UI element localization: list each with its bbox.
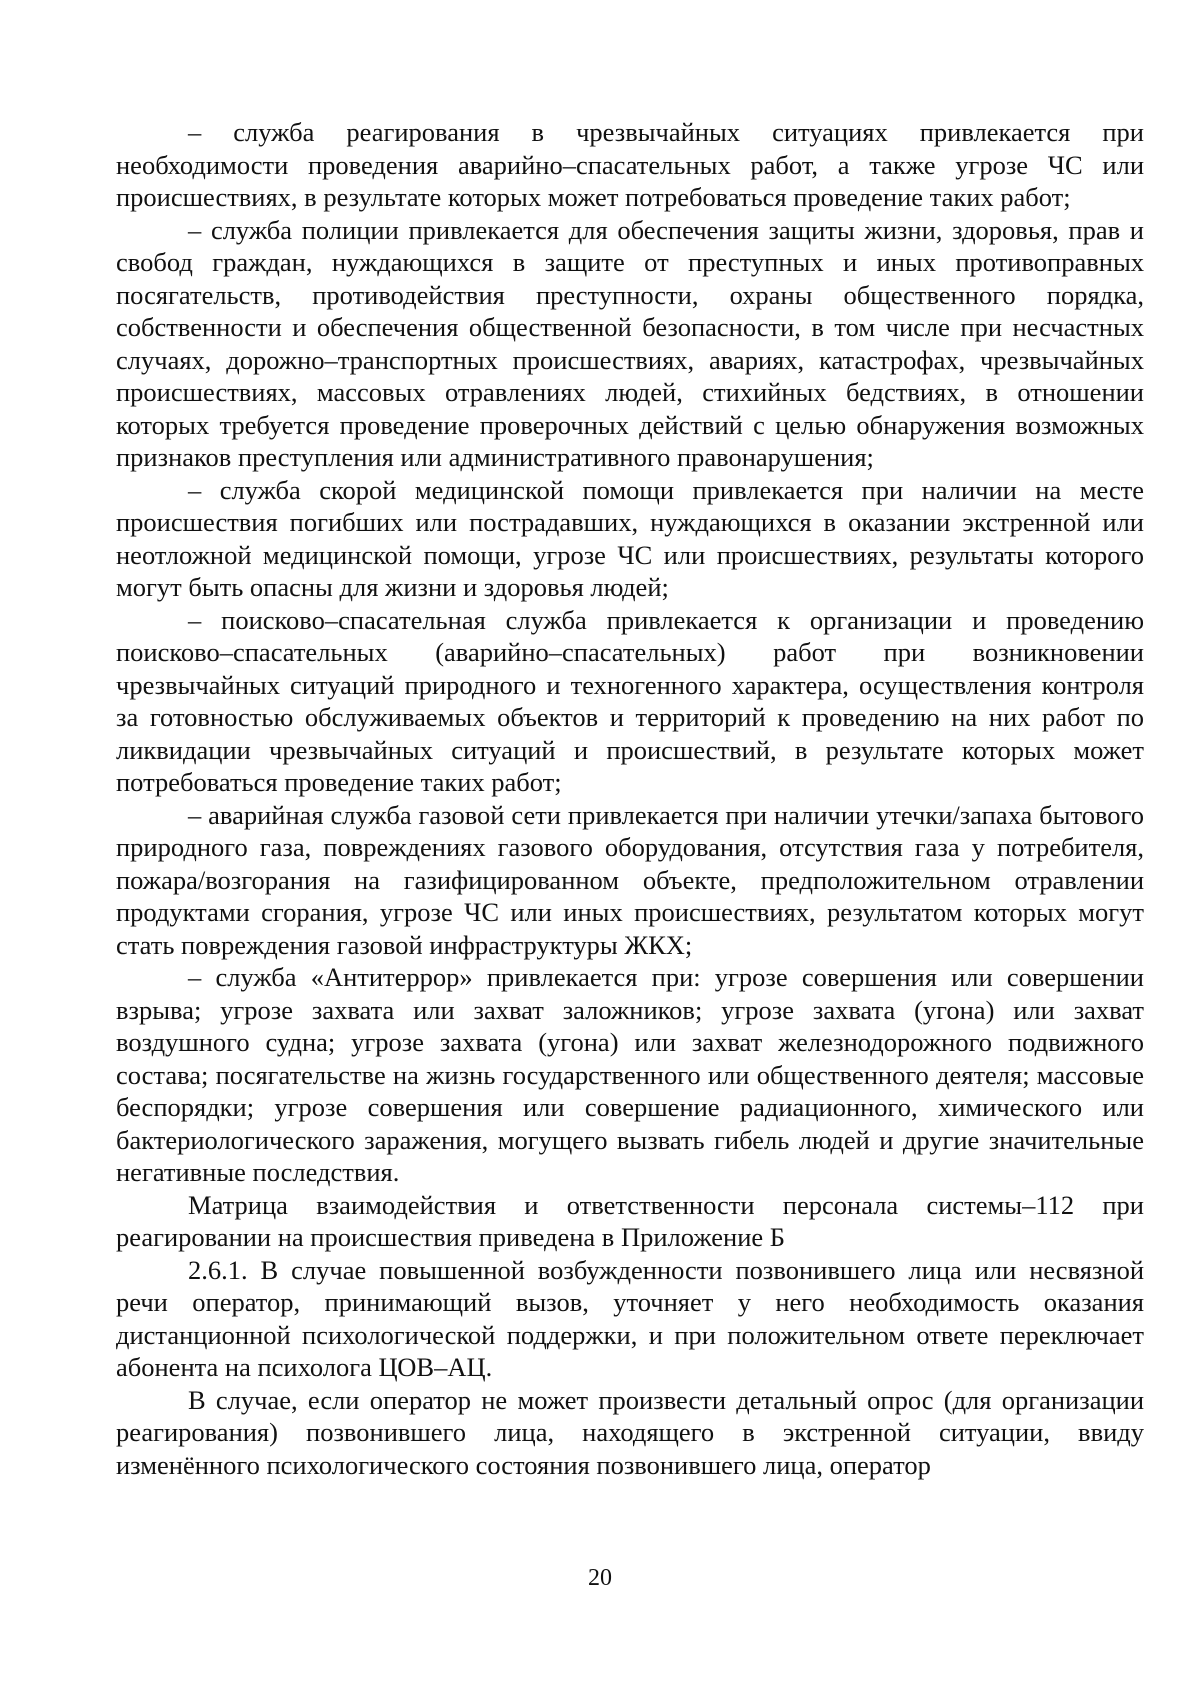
page-number: 20 xyxy=(588,1565,612,1591)
paragraph-interaction-matrix: Матрица взаимодействия и ответственности персонала системы–112 при реагировании на происшествия приведена в Приложение Б xyxy=(116,1189,1144,1252)
paragraph-police-service: – служба полиции привлекается для обеспечения защиты жизни, здоровья, прав и свобод граждан, нуждающихся в защите от преступных и иных противоправных посягательств, противодействия преступности, охраны общественного порядка, собственности и обеспечения общественной безопасности, в том числе при несчастных случаях, дорожно–транспортных происшествиях, авариях, катастрофах, чрезвычайных происшествиях, массовых отравлениях людей, стихийных бедствиях, в отношении которых требуется проведение проверочных действий с целью обнаружения возможных признаков преступления или административного правонарушения; xyxy=(116,214,1144,472)
document-body xyxy=(116,116,1144,1481)
paragraph-section-2-6-1: 2.6.1. В случае повышенной возбужденности позвонившего лица или несвязной речи оператор, принимающий вызов, уточняет у него необходимость оказания дистанционной психологической поддержки, и при положительном ответе переключает абонента на психолога ЦОВ–АЦ. xyxy=(116,1254,1144,1382)
paragraph-ambulance-service: – служба скорой медицинской помощи привлекается при наличии на месте происшествия погибших или пострадавших, нуждающихся в оказании экстренной или неотложной медицинской помощи, угрозе ЧС или происшествиях, результаты которого могут быть опасны для жизни и здоровья людей; xyxy=(116,474,1144,602)
paragraph-antiterror-service: – служба «Антитеррор» привлекается при: угрозе совершения или совершении взрыва; угрозе захвата или захват заложников; угрозе захвата (угона) или захват воздушного судна; угрозе захвата (угона) или захват железнодорожного подвижного состава; посягательстве на жизнь государственного или общественного деятеля; массовые беспорядки; угрозе совершения или совершение радиационного, химического или бактериологического заражения, могущего вызвать гибель людей и другие значительные негативные последствия. xyxy=(116,962,1144,1187)
paragraph-detailed-survey: В случае, если оператор не может произвести детальный опрос (для организации реагирования) позвонившего лица, находящего в экстренной ситуации, ввиду изменённого психологического состояния позвонившего лица, оператор xyxy=(116,1384,1144,1480)
paragraph-gas-emergency-service: – аварийная служба газовой сети привлекается при наличии утечки/запаха бытового природного газа, повреждениях газового оборудования, отсутствия газа у потребителя, пожара/возгорания на газифицированном объекте, предположительном отравлении продуктами сгорания, угрозе ЧС или иных происшествиях, результатом которых могут стать повреждения газовой инфраструктуры ЖКХ; xyxy=(116,799,1144,960)
paragraph-search-rescue-service: – поисково–спасательная служба привлекается к организации и проведению поисково–спасательных (аварийно–спасательных) работ при возникновении чрезвычайных ситуаций природного и техногенного характера, осуществления контроля за готовностью обслуживаемых объектов и территорий к проведению на них работ по ликвидации чрезвычайных ситуаций и происшествий, в результате которых может потребоваться проведение таких работ; xyxy=(116,604,1144,797)
paragraph-emergency-response-service: – служба реагирования в чрезвычайных ситуациях привлекается при необходимости проведения аварийно–спасательных работ, а также угрозе ЧС или происшествиях, в результате которых может потребоваться проведение таких работ; xyxy=(116,117,1144,212)
